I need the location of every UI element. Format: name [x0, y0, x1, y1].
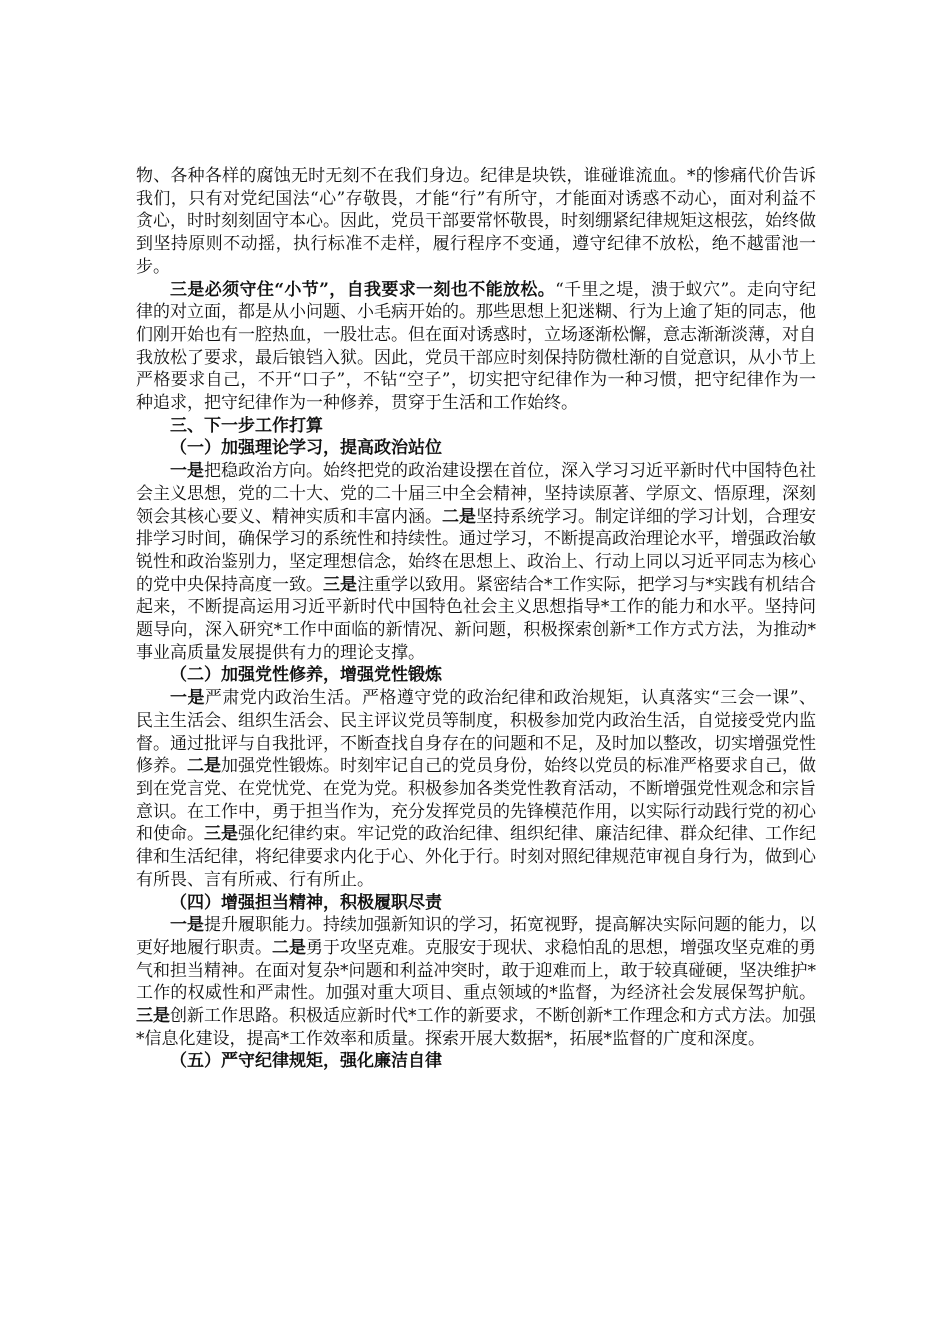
paragraph-party-spirit: [136, 687, 816, 891]
document-page: [136, 165, 816, 1073]
lead-phrase: 一是: [170, 915, 204, 936]
paragraph-text: 创新工作思路。积极适应新时代*工作的新要求，不断创新*工作理念和方式方法。加强*信息化建设，提高*工作效率和质量。探索开展大数据*，拓展*监督的广度和深度。: [136, 1006, 816, 1049]
lead-phrase: 三是: [136, 1006, 170, 1027]
subheading-theory-study: （一）加强理论学习，提高政治站位: [170, 438, 442, 459]
subheading-discipline: （五）严守纪律规矩，强化廉洁自律: [170, 1051, 442, 1072]
paragraph-third-point: [136, 279, 816, 415]
subheading-party-spirit: （二）加强党性修养，增强党性锻炼: [170, 665, 442, 686]
paragraph-text: “千里之堤，溃于蚁穴”。走向守纪律的对立面，都是从小问题、小毛病开始的。那些思想上犯迷糊、行为上逾了矩的同志，他们刚开始也有一腔热血，一股壮志。但在面对诱惑时，立场逐渐松懈，意志渐渐淡薄，对自我放松了要求，最后锒铛入狱。因此，党员干部应时刻保持防微杜渐的自觉意识，从小节上严格要求自己，不开“口子”，不钻“空子”，切实把守纪律作为一种习惯，把守纪律作为一种追求，把守纪律作为一种修养，贯穿于生活和工作始终。: [136, 279, 816, 414]
lead-phrase: 三是必须守住“小节”，自我要求一刻也不能放松。: [170, 279, 556, 300]
paragraph-text: 加强党性锻炼。时刻牢记自己的党员身份，始终以党员的标准严格要求自己，做到在党言党、在党忧党、在党为党。积极参加各类党性教育活动，不断增强党性观念和宗旨意识。在工作中，勇于担当作为，充分发挥党员的先锋模范作用，以实际行动践行党的初心和使命。: [136, 756, 816, 845]
paragraph-text: 强化纪律约束。牢记党的政治纪律、组织纪律、廉洁纪律、群众纪律、工作纪律和生活纪律，将纪律要求内化于心、外化于行。时刻对照纪律规范审视自身行为，做到心有所畏、言有所戒、行有所止。: [136, 824, 816, 890]
subheading-responsibility: （四）增强担当精神，积极履职尽责: [170, 892, 442, 913]
paragraph-text: 勇于攻坚克难。克服安于现状、求稳怕乱的思想，增强攻坚克难的勇气和担当精神。在面对复杂*问题和利益冲突时，敢于迎难而上，敢于较真碰硬，坚决维护*工作的权威性和严肃性。加强对重大项目、重点领域的*监督，为经济社会发展保驾护航。: [136, 937, 816, 1004]
paragraph-text: 坚持系统学习。制定详细的学习计划，合理安排学习时间，确保学习的系统性和持续性。通过学习，不断提高政治理论水平，增强政治敏锐性和政治鉴别力，坚定理想信念，始终在思想上、政治上、行动上同以习近平同志为核心的党中央保持高度一致。: [136, 506, 816, 595]
lead-phrase: 二是: [272, 937, 306, 958]
lead-phrase: 二是: [187, 756, 221, 777]
paragraph-text: 把稳政治方向。始终把党的政治建设摆在首位，深入学习习近平新时代中国特色社会主义思想，党的二十大、党的二十届三中全会精神，坚持读原著、学原文、悟原理，深刻领会其核心要义、精神实质和丰富内涵。: [136, 461, 816, 527]
paragraph-text: 提升履职能力。持续加强新知识的学习，拓宽视野，提高解决实际问题的能力，以更好地履行职责。: [136, 915, 816, 958]
lead-phrase: 一是: [170, 688, 205, 709]
paragraph-responsibility: [136, 914, 816, 1050]
paragraph-text: 注重学以致用。紧密结合*工作实际，把学习与*实践有机结合起来，不断提高运用习近平新时代中国特色社会主义思想指导*工作的能力和水平。坚持问题导向，深入研究*工作中面临的新情况、新问题，积极探索创新*工作方式方法，为推动*事业高质量发展提供有力的理论支撑。: [136, 574, 816, 663]
lead-phrase: 三是: [323, 574, 357, 595]
paragraph-theory-study: [136, 460, 816, 664]
paragraph-text: 严肃党内政治生活。严格遵守党的政治纪律和政治规矩，认真落实“三会一课”、民主生活会、组织生活会、民主评议党员等制度，积极参加党内政治生活，自觉接受党内监督。通过批评与自我批评，不断查找自身存在的问题和不足，及时加以整改，切实增强党性修养。: [136, 688, 816, 777]
section-heading-next-steps: 三、下一步工作打算: [170, 415, 323, 436]
paragraph-continued: 物、各种各样的腐蚀无时无刻不在我们身边。纪律是块铁，谁碰谁流血。*的惨痛代价告诉我们，只有对党纪国法“心”存敬畏，才能“行”有所守，才能面对诱惑不动心，面对利益不贪心，时时刻刻固守本心。因此，党员干部要常怀敬畏，时刻绷紧纪律规矩这根弦，始终做到坚持原则不动摇，执行标准不走样，履行程序不变通，遵守纪律不放松，绝不越雷池一步。: [136, 166, 816, 277]
lead-phrase: 三是: [204, 824, 238, 845]
lead-phrase: 一是: [170, 461, 204, 482]
lead-phrase: 二是: [442, 506, 476, 527]
